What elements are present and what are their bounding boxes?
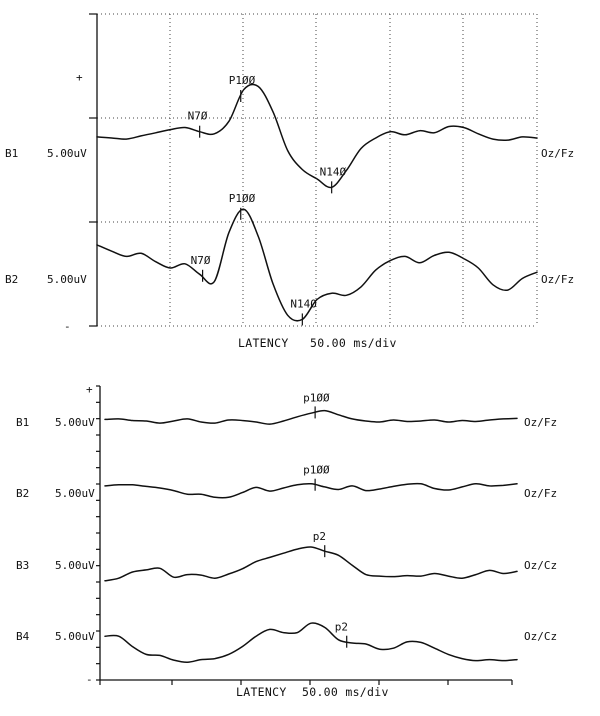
peak-label-0-0-0: N7Ø (187, 109, 208, 123)
peak-label-0-1-1: P1ØØ (228, 191, 256, 205)
lower-b1-channel-label: B1 (16, 416, 30, 429)
lower-b4-derivation-label: Oz/Cz (524, 630, 558, 643)
lower-minus-mark: - (86, 673, 93, 686)
upper-b2-channel-label: B2 (5, 273, 19, 286)
lower-b3-channel-label: B3 (16, 559, 30, 572)
lower-b4-gain-label: 5.00uV (55, 630, 95, 643)
peak-label-1-1-0: p1ØØ (303, 463, 330, 477)
peak-label-0-0-1: P1ØØ (228, 74, 256, 87)
upper-b2-trace (97, 209, 537, 321)
lower-vep-panel (16, 383, 557, 699)
upper-b2-peak-markers (191, 192, 318, 326)
peak-label-1-2-0: p2 (312, 530, 326, 544)
upper-b1-derivation-label: Oz/Fz (541, 147, 575, 160)
lower-b4-trace (105, 620, 517, 662)
upper-b1-gain-label: 5.00uV (47, 147, 87, 160)
lower-b1-trace (105, 411, 517, 425)
upper-x-scale-label: 50.00 ms/div (310, 336, 397, 350)
lower-b2-channel-label: B2 (16, 487, 30, 500)
lower-b3-peak-markers (313, 530, 326, 557)
upper-b1-channel-label: B1 (5, 147, 19, 160)
lower-b2-trace (105, 484, 517, 498)
upper-b2-gain-label: 5.00uV (47, 273, 87, 286)
peak-label-0-1-2: N14Ø (290, 297, 317, 311)
lower-b2-gain-label: 5.00uV (55, 487, 95, 500)
lower-b1-derivation-label: Oz/Fz (524, 416, 558, 429)
peak-label-1-0-0: p1ØØ (303, 391, 330, 405)
upper-b1-trace (97, 84, 537, 187)
upper-minus-mark: - (64, 320, 71, 333)
upper-y-ticks (89, 14, 97, 326)
upper-x-axis-label: LATENCY (238, 336, 289, 350)
upper-vep-panel (5, 14, 574, 350)
upper-plus-mark: + (76, 71, 83, 84)
lower-b3-derivation-label: Oz/Cz (524, 559, 558, 572)
upper-b2-derivation-label: Oz/Fz (541, 273, 575, 286)
lower-x-scale-label: 50.00 ms/div (302, 685, 389, 699)
peak-label-0-1-0: N7Ø (190, 253, 211, 267)
lower-b1-gain-label: 5.00uV (55, 416, 95, 429)
lower-b4-channel-label: B4 (16, 630, 30, 643)
lower-b3-gain-label: 5.00uV (55, 559, 95, 572)
lower-b3-trace (105, 547, 517, 581)
lower-x-axis-label: LATENCY (236, 685, 287, 699)
peak-label-1-3-0: p2 (334, 620, 348, 634)
peak-label-0-0-2: N14Ø (319, 165, 347, 179)
lower-plus-mark: + (86, 383, 93, 396)
upper-grid (97, 14, 537, 326)
lower-b2-derivation-label: Oz/Fz (524, 487, 558, 500)
lower-b4-peak-markers (335, 621, 348, 648)
